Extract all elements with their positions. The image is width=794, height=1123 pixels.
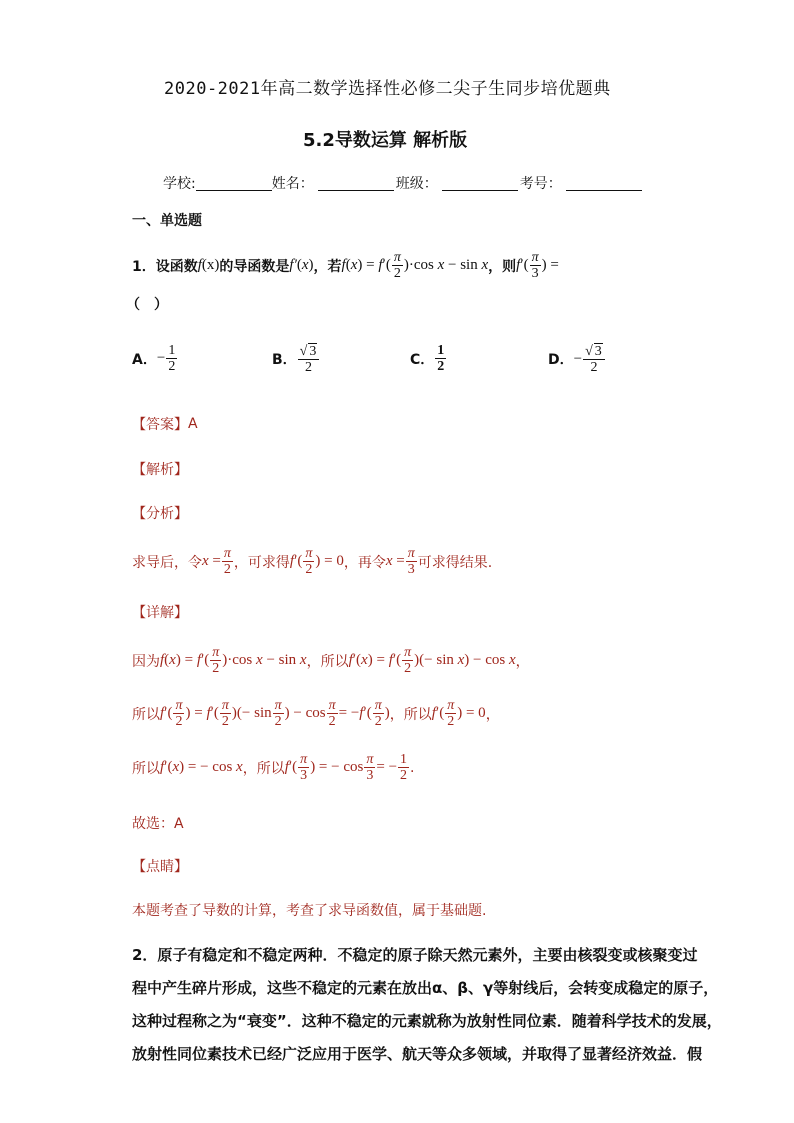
section-heading: 一、单选题 <box>132 213 202 229</box>
fenxi-heading: 【分析】 <box>132 506 188 522</box>
option-c[interactable]: C． $\frac{1}{2}$ <box>410 343 445 374</box>
class-blank[interactable] <box>442 176 518 191</box>
q1-lead: 1．设函数 <box>132 258 198 275</box>
guxuan-line: 故选：A <box>132 816 184 832</box>
q2-line-1: 2．原子有稳定和不稳定两种．不稳定的原子除天然元素外，主要由核裂变或核聚变过 <box>132 946 698 964</box>
q1-t3: ，则 <box>488 258 517 275</box>
class-label: 班级： <box>395 176 438 192</box>
q2-line-2: 程中产生碎片形成，这些不稳定的元素在放出α、β、γ等射线后，会转变成稳定的原子， <box>132 979 719 997</box>
answer-tag: 【答案】 <box>132 417 188 433</box>
detail-line-3: 所以 f′(x) = − cos x ，所以 f′( $\frac{\pi}{3}$ ) = − cos $\frac{\pi}{3}$ = − $\frac{1}{2}$ . <box>132 752 415 783</box>
option-b[interactable]: B． $\frac{√ 3}{2}$ <box>272 343 320 375</box>
examno-label: 考号： <box>519 176 562 192</box>
detail-line-1: 因为 f(x) = f′( $\frac{\pi}{2}$ )·cos x − sin x ，所以 f′(x) = f′( $\frac{\pi}{2}$ )(− sin x) − cos x ， <box>132 645 530 676</box>
q1-t1: 的导函数是 <box>219 258 290 275</box>
name-blank[interactable] <box>318 176 394 191</box>
option-a[interactable]: A． − $\frac{1}{2}$ <box>132 343 176 374</box>
answer-value: A <box>188 416 198 432</box>
school-label: 学校: <box>163 176 196 192</box>
q1-t2: ，若 <box>313 258 342 275</box>
fenxi-line: 求导后，令 x = $\frac{\pi}{2}$ ，可求得 f′( $\frac{\pi}{2}$ ) = 0 ，再令 x = $\frac{\pi}{3}$ 可求得结果. <box>132 546 493 577</box>
q2-line-3: 这种过程称之为“衰变”．这种不稳定的元素就称为放射性同位素．随着科学技术的发展， <box>132 1012 722 1030</box>
dianjing-text: 本题考查了导数的计算，考查了求导函数值，属于基础题. <box>132 903 487 919</box>
dianjing-heading: 【点睛】 <box>132 859 188 875</box>
examno-blank[interactable] <box>566 176 642 191</box>
header-title: 2020-2021年高二数学选择性必修二尖子生同步培优题典 <box>164 79 611 99</box>
subtitle: 5.2导数运算 解析版 <box>303 130 468 151</box>
xiangjie-heading: 【详解】 <box>132 605 188 621</box>
q2-line-4: 放射性同位素技术已经广泛应用于医学、航天等众多领域，并取得了显著经济效益．假 <box>132 1045 703 1063</box>
q1-stem: 1．设函数 f (x) 的导函数是 f′ (x) ，若 f(x) = f′( $\frac{\pi}{2}$ )·cos x − sin x ，则 f′( $\frac{\pi}{3}$ ) = <box>132 250 559 281</box>
option-d[interactable]: D． − $\frac{√ 3}{2}$ <box>548 343 606 375</box>
answer-line <box>132 414 198 434</box>
q1-paren: （ ） <box>126 297 168 313</box>
detail-line-2: 所以 f′( $\frac{\pi}{2}$ ) = f′( $\frac{\pi}{2}$ )(− sin $\frac{\pi}{2}$ ) − cos $\frac{\pi}{2}$ = −f′( $\frac{\pi}{2}$ ) ，所以 f′( $\frac{\pi}{2}$ ) = 0 ， <box>132 698 500 729</box>
name-label: 姓名： <box>271 176 314 192</box>
school-blank[interactable] <box>196 176 272 191</box>
jiexi-heading: 【解析】 <box>132 462 188 478</box>
info-line <box>163 173 642 193</box>
math-fx: f <box>197 257 202 273</box>
